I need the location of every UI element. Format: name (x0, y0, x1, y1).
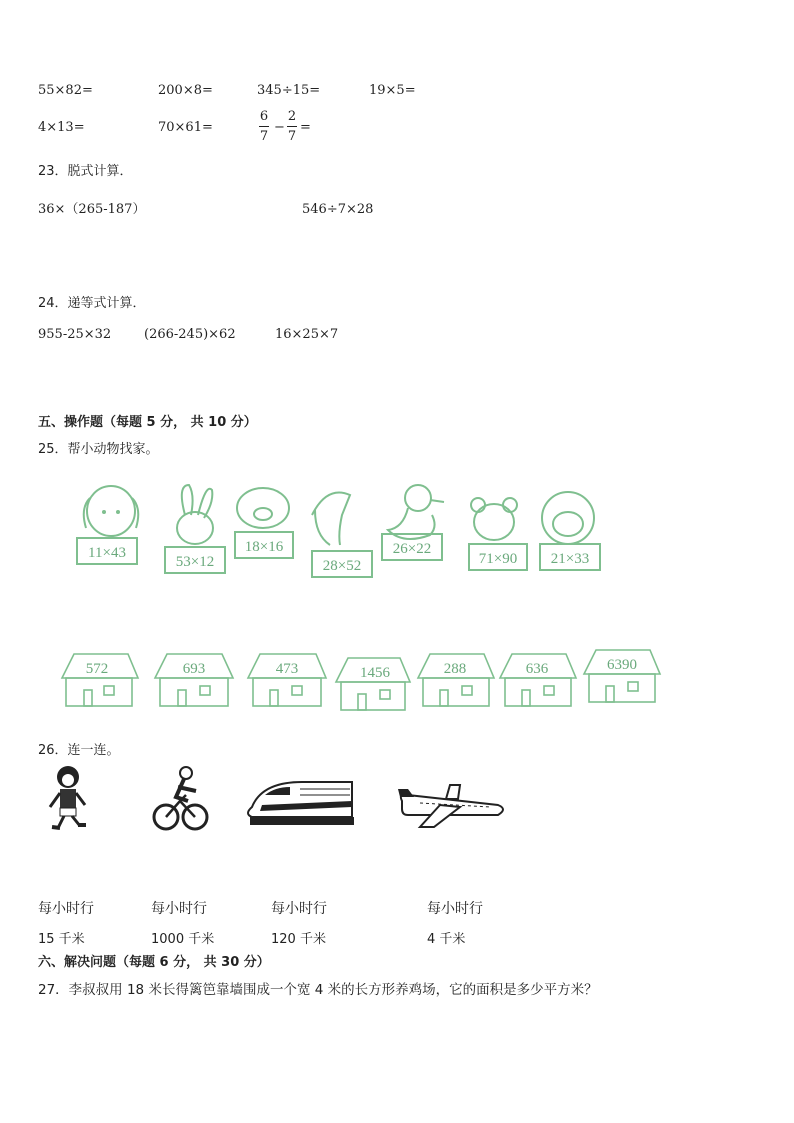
animal-label-goat: 28×52 (322, 558, 362, 574)
animal-label-duck: 26×22 (392, 541, 432, 557)
speed-label-4: 每小时行 (427, 901, 483, 917)
speed-value-1: 15 千米 (38, 932, 85, 947)
animal-label-monkey: 21×33 (550, 551, 590, 567)
house-icon-3 (248, 654, 326, 706)
q24-expr-3: 16×25×7 (275, 327, 339, 342)
fraction-6-7: 6 7 (259, 109, 269, 144)
q26-pictures (0, 765, 794, 835)
q24-expr-2: (266-245)×62 (144, 327, 236, 342)
house-icon-2 (155, 654, 233, 706)
speed-value-4: 4 千米 (427, 932, 466, 947)
q23-expr-1: 36×（265-187） (38, 202, 146, 217)
q27-text: 27．李叔叔用 18 米长得篱笆靠墙围成一个宽 4 米的长方形养鸡场，它的面积是多少平方米？ (38, 982, 598, 998)
animal-label-rabbit: 53×12 (175, 554, 215, 570)
house-icon-5 (418, 654, 494, 706)
monkey-icon (540, 492, 600, 570)
q25-title: 25．帮小动物找家。 (38, 442, 159, 457)
goat-icon (312, 493, 372, 578)
expr-345div15: 345÷15= (257, 83, 321, 98)
expr-70x61: 70×61= (158, 120, 213, 135)
animal-label-dog: 11×43 (88, 545, 126, 561)
animal-label-pig: 18×16 (244, 539, 284, 555)
speed-value-2: 1000 千米 (151, 932, 215, 947)
house-label-2: 693 (182, 661, 206, 677)
pig-icon (235, 488, 293, 558)
house-icon-1 (62, 654, 138, 706)
cyclist-icon (154, 767, 207, 829)
expr-55x82: 55×82= (38, 83, 93, 98)
speed-value-3: 120 千米 (271, 932, 326, 947)
houses-illustration (0, 648, 794, 718)
equals-sign: = (300, 120, 311, 135)
expr-4x13: 4×13= (38, 120, 85, 135)
house-icon-4 (336, 658, 410, 710)
animals-illustration (0, 480, 794, 580)
house-icon-7 (584, 650, 660, 702)
house-label-1: 572 (85, 661, 109, 677)
fraction-2-7: 2 7 (287, 109, 297, 144)
bear-icon (469, 498, 527, 570)
expr-200x8: 200×8= (158, 83, 213, 98)
q26-title: 26．连一连。 (38, 743, 120, 758)
q24-title: 24．递等式计算． (38, 296, 146, 311)
dog-icon (77, 486, 138, 564)
house-label-5: 288 (443, 661, 467, 677)
girl-walking-icon (50, 766, 86, 828)
house-label-7: 6390 (607, 657, 637, 673)
minus-sign: − (274, 120, 285, 135)
house-label-4: 1456 (360, 665, 390, 681)
rabbit-icon (165, 485, 225, 573)
high-speed-train-icon (248, 782, 354, 825)
section6-heading: 六、解决问题（每题 6 分， 共 30 分） (38, 955, 270, 970)
duck-icon (382, 485, 444, 560)
section5-heading: 五、操作题（每题 5 分， 共 10 分） (38, 415, 257, 430)
q23-expr-2: 546÷7×28 (302, 202, 374, 217)
airplane-icon (398, 785, 503, 827)
house-label-6: 636 (525, 661, 549, 677)
speed-label-3: 每小时行 (271, 901, 327, 917)
q23-title: 23．脱式计算． (38, 164, 133, 179)
q24-expr-1: 955-25×32 (38, 327, 112, 342)
speed-label-2: 每小时行 (151, 901, 207, 917)
speed-label-1: 每小时行 (38, 901, 94, 917)
expr-19x5: 19×5= (369, 83, 416, 98)
house-icon-6 (500, 654, 576, 706)
house-label-3: 473 (275, 661, 299, 677)
animal-label-bear: 71×90 (478, 551, 518, 567)
